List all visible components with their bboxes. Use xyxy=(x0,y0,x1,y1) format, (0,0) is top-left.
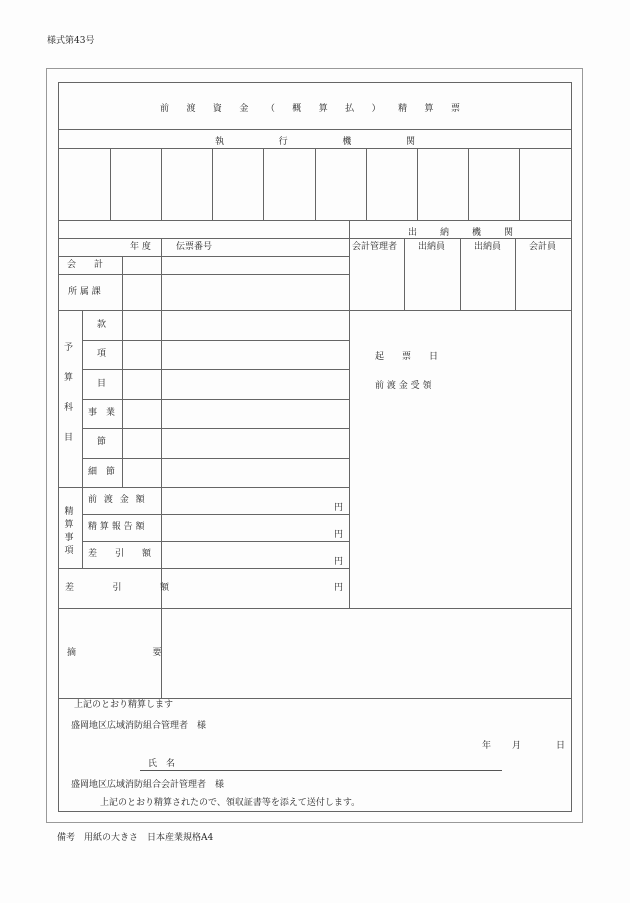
budget-group-char: 算 xyxy=(64,373,74,383)
issue-info-area[interactable] xyxy=(350,311,570,607)
label-char: 出 xyxy=(408,228,418,238)
executing-stamp-cell[interactable] xyxy=(111,149,160,219)
voucher-date-label: 起 票 日 xyxy=(375,352,439,362)
advance-amount-field[interactable] xyxy=(162,488,332,513)
voucher-number-header: 伝票番号 xyxy=(176,242,213,252)
accountant-label: 会計員 xyxy=(529,242,557,252)
declaration-line1: 上記のとおり精算します xyxy=(74,700,174,710)
settlement-report-label: 精 算 報 告 額 xyxy=(88,522,145,532)
budget-item-code[interactable] xyxy=(123,341,160,369)
executing-stamp-cell[interactable] xyxy=(264,149,314,219)
budget-item-name[interactable] xyxy=(162,311,348,339)
accounting-manager-label: 会計管理者 xyxy=(352,242,398,252)
executing-agency-label xyxy=(215,134,415,147)
name-label: 氏 名 xyxy=(148,759,176,769)
label-char: 執 xyxy=(215,137,225,147)
addressee-manager: 盛岡地区広域消防組合管理者 様 xyxy=(71,721,207,731)
budget-item-name[interactable] xyxy=(162,370,348,398)
accountant-stamp[interactable] xyxy=(516,256,570,309)
budget-group-char: 科 xyxy=(64,403,74,413)
budget-item-name[interactable] xyxy=(162,341,348,369)
budget-item-label: 項 xyxy=(97,349,107,359)
label-char: 行 xyxy=(278,137,288,147)
name-field[interactable] xyxy=(180,756,500,769)
advance-amount-label: 前 渡 金 額 xyxy=(88,495,147,505)
department-year-field[interactable] xyxy=(123,275,160,309)
budget-item-code[interactable] xyxy=(123,429,160,457)
addressee-accounting-manager: 盛岡地区広域消防組合会計管理者 様 xyxy=(71,780,225,790)
title-char: 票 xyxy=(450,104,460,114)
executing-stamp-cell[interactable] xyxy=(520,149,570,219)
date-day-label: 日 xyxy=(556,741,566,751)
accounting-year-field[interactable] xyxy=(123,257,160,273)
label-char: 算 xyxy=(64,520,74,530)
cashier-stamp[interactable] xyxy=(461,256,514,309)
summary-label: 摘 要 xyxy=(67,648,163,658)
title-char: 算 xyxy=(424,104,434,114)
cashier-label: 出納員 xyxy=(418,242,446,252)
summary-field[interactable] xyxy=(162,609,570,697)
label-char: 機 xyxy=(342,137,352,147)
budget-item-code[interactable] xyxy=(123,370,160,398)
budget-item-label: 事 業 xyxy=(88,408,116,418)
cashier-label: 出納員 xyxy=(474,242,502,252)
yen-unit: 円 xyxy=(334,557,344,567)
title-char: ） xyxy=(371,104,381,114)
treasury-agency-label xyxy=(408,225,513,238)
title-char: 算 xyxy=(318,104,328,114)
name-underline xyxy=(140,770,502,771)
executing-stamp-cell[interactable] xyxy=(367,149,416,219)
title-char: 払 xyxy=(345,104,355,114)
cashier-stamp[interactable] xyxy=(405,256,459,309)
budget-item-label: 款 xyxy=(97,320,107,330)
declaration-line2: 上記のとおり精算されたので、領収証書等を添えて送付します。 xyxy=(100,798,361,808)
budget-item-label: 目 xyxy=(97,379,107,389)
label-char: 関 xyxy=(405,137,415,147)
budget-item-name[interactable] xyxy=(162,400,348,428)
yen-unit: 円 xyxy=(334,530,344,540)
divider xyxy=(58,220,572,221)
budget-item-label: 細 節 xyxy=(88,467,116,477)
accounting-voucher-field[interactable] xyxy=(162,257,348,273)
form-title xyxy=(160,101,460,113)
title-char: （ xyxy=(265,104,275,114)
settlement-difference-field[interactable] xyxy=(162,542,332,567)
label-char: 項 xyxy=(64,546,74,556)
label-char: 機 xyxy=(471,228,481,238)
advance-received-label: 前 渡 金 受 領 xyxy=(375,381,432,391)
settlement-report-field[interactable] xyxy=(162,515,332,540)
executing-stamp-cell[interactable] xyxy=(418,149,467,219)
settlement-group-label xyxy=(62,506,76,558)
label-char: 事 xyxy=(64,533,74,543)
yen-unit: 円 xyxy=(334,583,344,593)
settlement-difference-label: 差 引 額 xyxy=(88,549,152,559)
executing-stamp-cell[interactable] xyxy=(213,149,262,219)
yen-unit: 円 xyxy=(334,503,344,513)
label-char: 関 xyxy=(503,228,513,238)
budget-group-char: 目 xyxy=(64,433,74,443)
budget-item-code[interactable] xyxy=(123,311,160,339)
budget-item-name[interactable] xyxy=(162,429,348,457)
executing-stamp-cell[interactable] xyxy=(59,149,109,219)
accounting-label: 会 計 xyxy=(67,260,104,270)
department-voucher-field[interactable] xyxy=(162,275,348,309)
divider xyxy=(58,698,572,699)
label-char: 納 xyxy=(439,228,449,238)
title-char: 金 xyxy=(239,104,249,114)
title-char: 精 xyxy=(398,104,408,114)
title-char: 資 xyxy=(212,104,222,114)
department-label: 所 属 課 xyxy=(68,287,101,297)
title-char: 渡 xyxy=(186,104,196,114)
difference-field[interactable] xyxy=(162,569,332,607)
divider xyxy=(82,310,83,568)
fiscal-year-header: 年 度 xyxy=(130,242,151,252)
accounting-manager-stamp[interactable] xyxy=(350,256,403,309)
executing-stamp-cell[interactable] xyxy=(469,149,518,219)
divider xyxy=(58,238,572,239)
label-char: 精 xyxy=(64,507,74,517)
remarks: 備考 用紙の大きさ 日本産業規格A4 xyxy=(57,833,214,843)
title-char: 概 xyxy=(292,104,302,114)
date-month-label: 月 xyxy=(512,741,522,751)
executing-stamp-cell[interactable] xyxy=(162,149,211,219)
executing-stamp-cell[interactable] xyxy=(316,149,365,219)
budget-item-code[interactable] xyxy=(123,459,160,487)
divider xyxy=(58,129,572,130)
form-number: 様式第43号 xyxy=(47,36,95,46)
difference-label: 差 引 額 xyxy=(65,583,170,593)
budget-item-label: 節 xyxy=(97,437,107,447)
budget-group-char: 予 xyxy=(64,343,74,353)
title-char: 前 xyxy=(160,104,170,114)
budget-item-name[interactable] xyxy=(162,459,348,487)
budget-item-code[interactable] xyxy=(123,400,160,428)
date-year-label: 年 xyxy=(482,741,492,751)
